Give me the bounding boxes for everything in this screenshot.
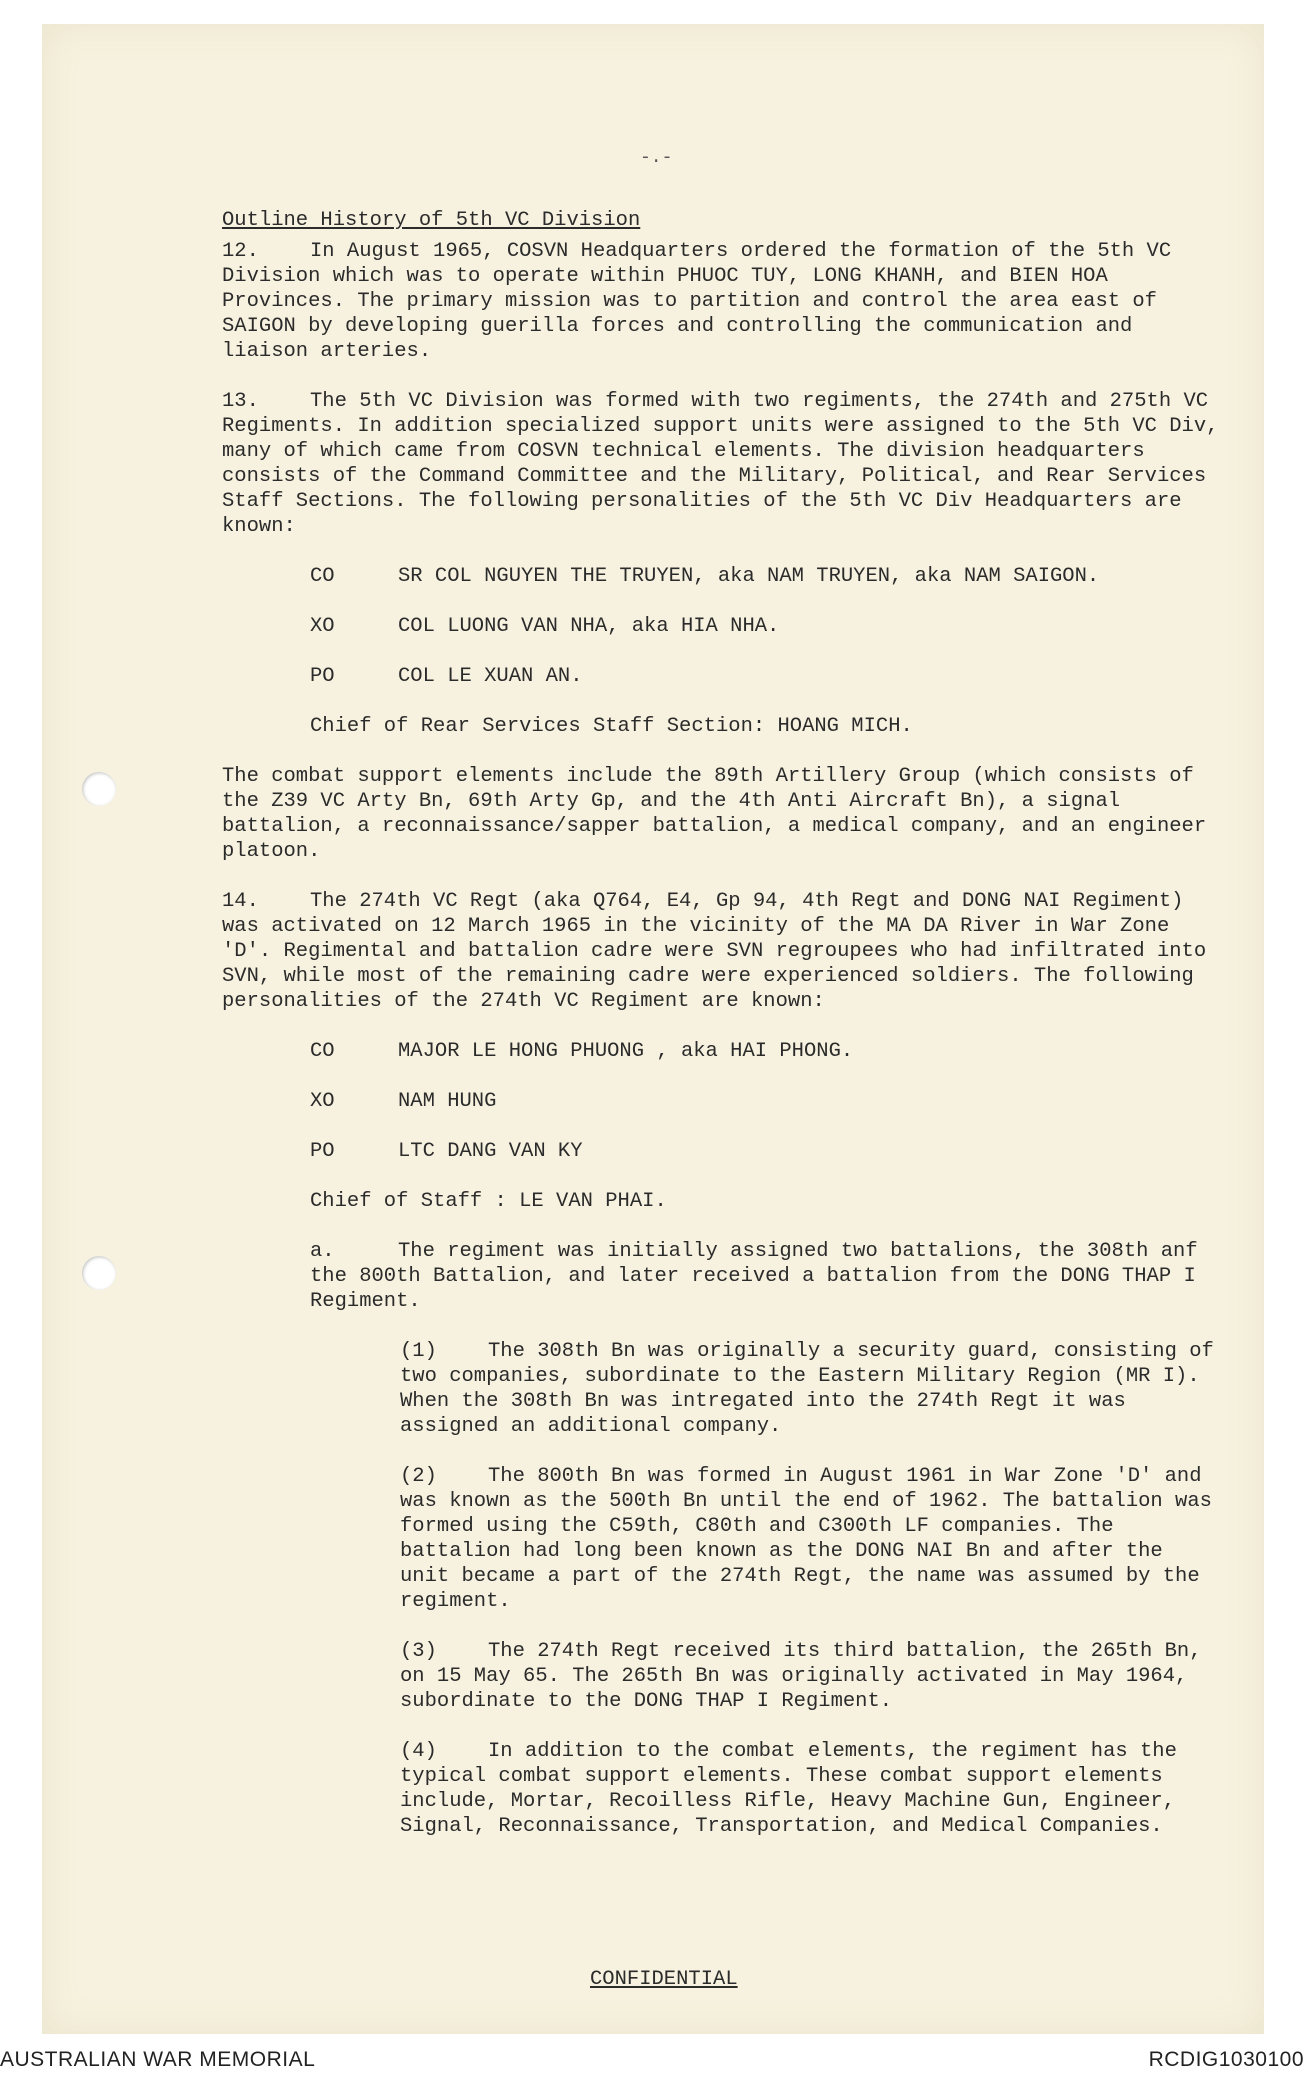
paragraph-12	[222, 239, 1222, 364]
personnel-name: COL LUONG VAN NHA, aka HIA NHA.	[398, 615, 780, 638]
personnel-role: PO	[310, 1140, 335, 1163]
personnel-row	[310, 1139, 1222, 1164]
subparagraph-label: a.	[310, 1240, 335, 1263]
personnel-row	[310, 564, 1222, 589]
subparagraph-label: (2)	[400, 1465, 437, 1488]
document-title: Outline History of 5th VC Division	[222, 209, 641, 232]
combat-support-paragraph: The combat support elements include the 89th Artillery Group (which consists of the Z39 VC Arty Bn, 69th Arty Gp, and the 4th Anti Aircraft Bn), a signal battalion, a reconnaissance/sapper battalion, a medical company, and an engineer platoon.	[222, 765, 1207, 863]
punch-hole	[82, 772, 116, 806]
subparagraph-label: (4)	[400, 1740, 437, 1763]
subparagraph-a	[310, 1239, 1222, 1314]
paragraph-14	[222, 889, 1222, 1014]
subparagraph-text: The 800th Bn was formed in August 1961 in War Zone 'D' and was known as the 500th Bn until the end of 1962. The battalion was formed using the C59th, C80th and C300th LF companies. The battalion had long been known as the DONG NAI Bn and after the unit became a part of the 274th Regt, the name was assumed by the regiment.	[400, 1465, 1212, 1613]
personnel-role: XO	[310, 1090, 335, 1113]
personnel-name: LTC DANG VAN KY	[398, 1140, 583, 1163]
subparagraph-item	[400, 1639, 1222, 1714]
personnel-name: COL LE XUAN AN.	[398, 665, 583, 688]
subparagraph-item	[400, 1339, 1222, 1439]
personnel-role: PO	[310, 665, 335, 688]
subparagraph-text: The regiment was initially assigned two battalions, the 308th anf the 800th Battalion, and later received a battalion from the DONG THAP I Regiment.	[310, 1240, 1198, 1313]
personnel-role: CO	[310, 565, 335, 588]
personnel-row	[310, 1039, 1222, 1064]
subparagraph-text: The 274th Regt received its third battalion, the 265th Bn, on 15 May 65. The 265th Bn was originally activated in May 1964, subordinate to the DONG THAP I Regiment.	[400, 1640, 1202, 1713]
personnel-row	[310, 614, 1222, 639]
paragraph-text: The 274th VC Regt (aka Q764, E4, Gp 94, 4th Regt and DONG NAI Regiment) was activated on 12 March 1965 in the vicinity of the MA DA River in War Zone 'D'. Regimental and battalion cadre were SVN regroupees who had infiltrated into SVN, while most of the remaining cadre were experienced soldiers. The following personalities of the 274th VC Regiment are known:	[222, 890, 1207, 1013]
top-mark: -.-	[640, 148, 673, 168]
personnel-role: XO	[310, 615, 335, 638]
subparagraph-item	[400, 1464, 1222, 1614]
personnel-name: NAM HUNG	[398, 1090, 497, 1113]
paragraph-13	[222, 389, 1222, 539]
personnel-chief: Chief of Rear Services Staff Section: HOANG MICH.	[310, 715, 913, 738]
subparagraph-text: In addition to the combat elements, the regiment has the typical combat support elements. These combat support elements include, Mortar, Recoilless Rifle, Heavy Machine Gun, Engineer, Signal, Reconnaissance, Transportation, and Medical Companies.	[400, 1740, 1177, 1838]
subparagraph-label: (3)	[400, 1640, 437, 1663]
personnel-row	[310, 664, 1222, 689]
archive-caption-left: AUSTRALIAN WAR MEMORIAL	[0, 2048, 316, 2071]
paragraph-number: 12.	[222, 240, 259, 263]
personnel-name: SR COL NGUYEN THE TRUYEN, aka NAM TRUYEN, aka NAM SAIGON.	[398, 565, 1100, 588]
punch-hole	[82, 1256, 116, 1290]
archive-caption-right: RCDIG1030100	[1148, 2048, 1304, 2071]
subparagraph-text: The 308th Bn was originally a security guard, consisting of two companies, subordinate to the Eastern Military Region (MR I). When the 308th Bn was intregated into the 274th Regt it was assigned an additional company.	[400, 1340, 1214, 1438]
classification-marking: CONFIDENTIAL	[590, 1968, 738, 1991]
personnel-row	[310, 1089, 1222, 1114]
document-body	[222, 208, 1222, 1864]
personnel-chief: Chief of Staff : LE VAN PHAI.	[310, 1190, 667, 1213]
paragraph-number: 13.	[222, 390, 259, 413]
paragraph-text: The 5th VC Division was formed with two regiments, the 274th and 275th VC Regiments. In addition specialized support units were assigned to the 5th VC Div, many of which came from COSVN technical elements. The division headquarters consists of the Command Committee and the Military, Political, and Rear Services Staff Sections. The following personalities of the 5th VC Div Headquarters are known:	[222, 390, 1219, 538]
subparagraph-label: (1)	[400, 1340, 437, 1363]
personnel-name: MAJOR LE HONG PHUONG , aka HAI PHONG.	[398, 1040, 854, 1063]
personnel-role: CO	[310, 1040, 335, 1063]
paragraph-text: In August 1965, COSVN Headquarters ordered the formation of the 5th VC Division which was to operate within PHUOC TUY, LONG KHANH, and BIEN HOA Provinces. The primary mission was to partition and control the area east of SAIGON by developing guerilla forces and controlling the communication and liaison arteries.	[222, 240, 1172, 363]
paragraph-number: 14.	[222, 890, 259, 913]
subparagraph-item	[400, 1739, 1222, 1839]
